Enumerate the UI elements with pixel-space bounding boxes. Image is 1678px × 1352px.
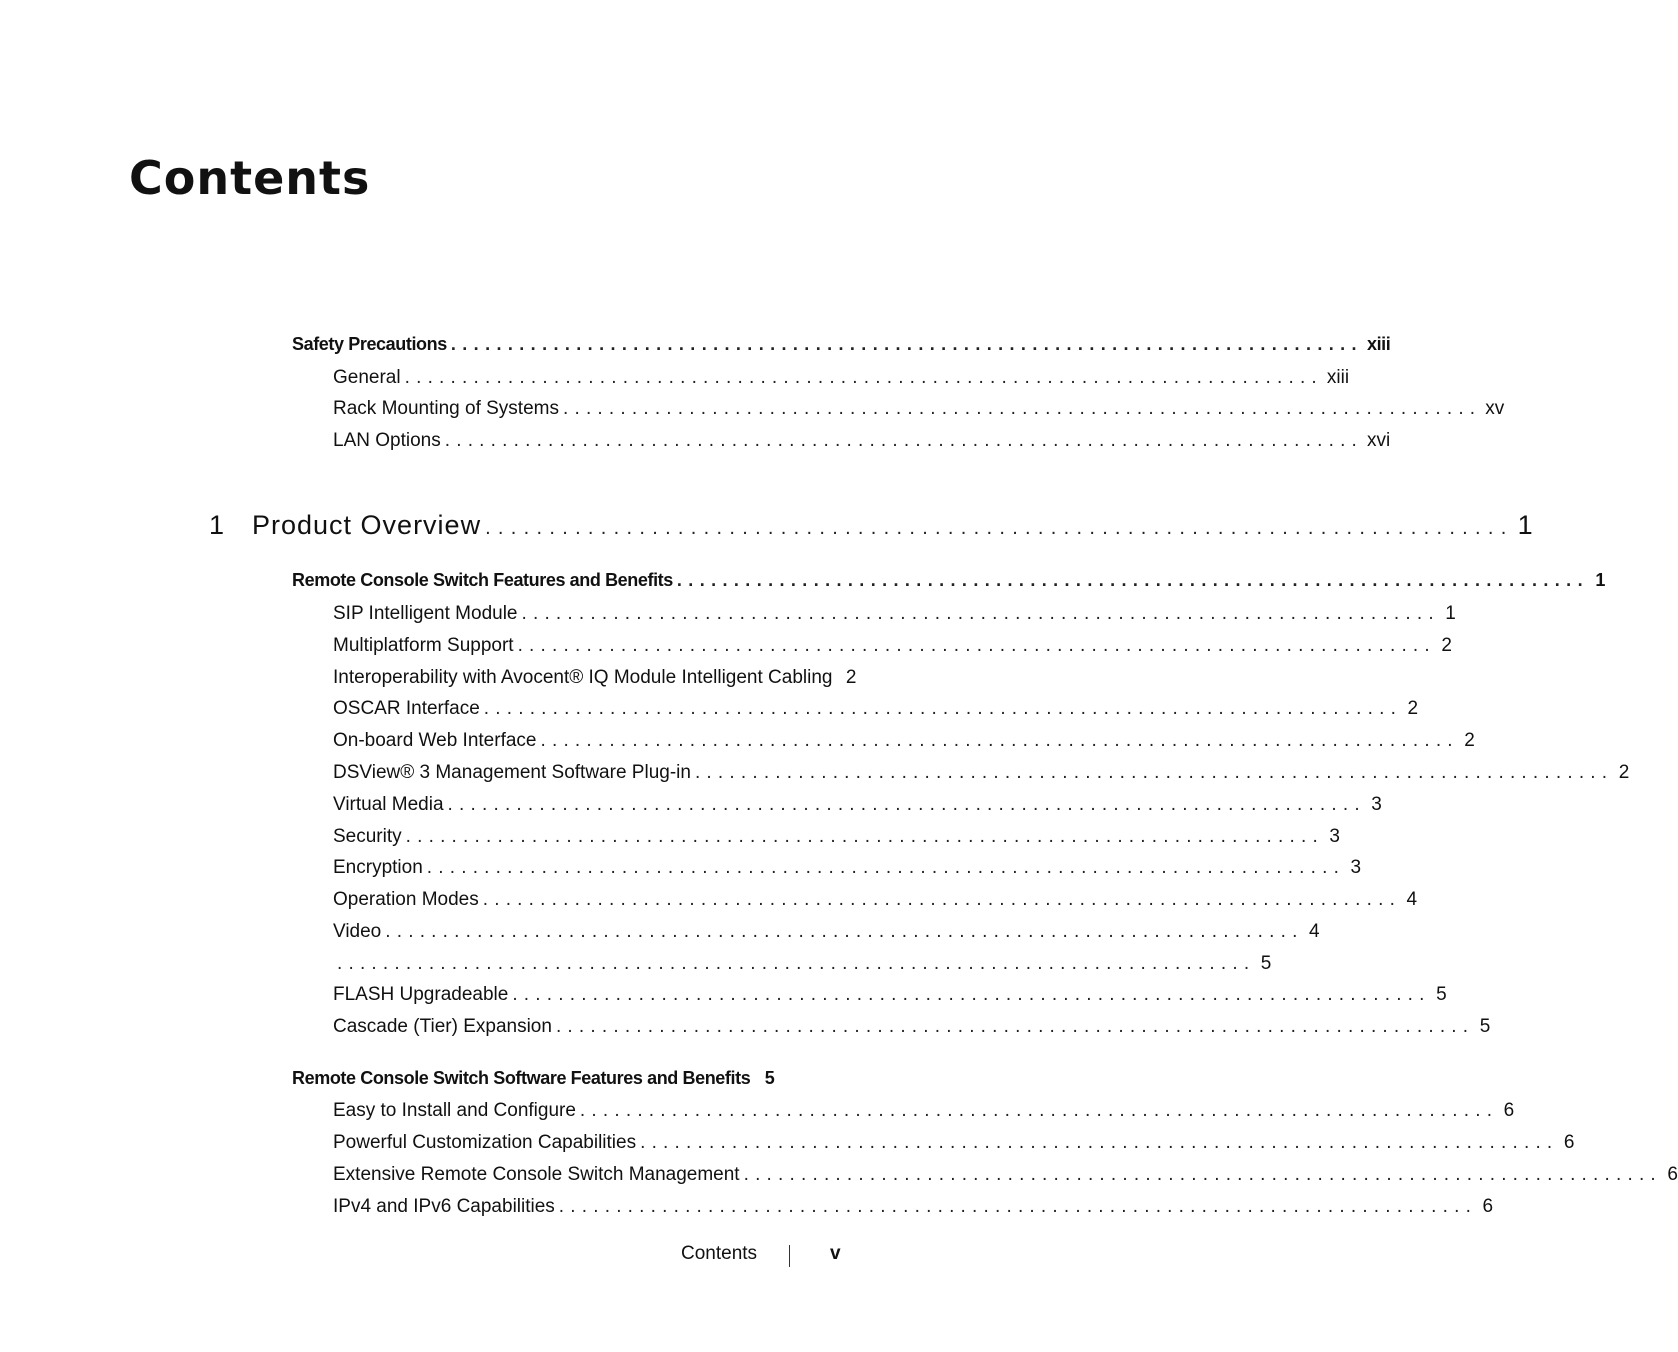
toc-leader: ................................................................................ [562, 398, 1482, 419]
toc-label: IPv4 and IPv6 Capabilities [333, 1196, 555, 1217]
toc-entry-encryption[interactable] [333, 856, 1362, 880]
toc-leader: ................................................................................ [426, 857, 1346, 878]
toc-label: LAN Options [333, 430, 441, 451]
toc-leader: ................................................................................ [450, 334, 1363, 354]
toc-page: xvi [1367, 430, 1391, 451]
toc-leader: ................................................................................ [405, 826, 1324, 847]
toc-entry-sip-module[interactable] [333, 602, 1456, 626]
toc-page: 5 [1436, 984, 1447, 1005]
toc-entry-cascade-expansion[interactable] [333, 1015, 1491, 1039]
toc-entry-ipv4-ipv6[interactable] [333, 1195, 1494, 1219]
toc-page: 6 [1503, 1100, 1515, 1121]
toc-entry-rack-mounting[interactable] [333, 397, 1505, 421]
toc-leader: ................................................................................ [521, 603, 1440, 624]
toc-entry-interoperability[interactable] [333, 666, 856, 690]
toc-entry-untitled[interactable] [333, 952, 1272, 976]
toc-page: 6 [1482, 1196, 1494, 1217]
toc-page: 1 [1445, 603, 1456, 624]
toc-leader: ................................................................................ [337, 953, 1256, 974]
toc-label: Encryption [333, 857, 423, 878]
toc-entry-video[interactable] [333, 920, 1320, 944]
toc-leader: ................................................................................ [517, 635, 1436, 656]
toc-chapter-product-overview[interactable] [209, 509, 1534, 544]
toc-leader: ................................................................................ [485, 517, 1514, 539]
toc-leader: ................................................................................ [555, 1016, 1475, 1037]
toc-page: xv [1485, 398, 1505, 419]
toc-page: 2 [1464, 730, 1475, 751]
toc-leader: ................................................................................ [558, 1196, 1478, 1217]
toc-label: Safety Precautions [292, 334, 447, 354]
toc-page: xiii [1326, 367, 1350, 388]
toc-label: On-board Web Interface [333, 730, 537, 751]
toc-leader: ................................................................................ [540, 730, 1459, 751]
toc-page: 6 [1667, 1164, 1678, 1185]
toc-label: Rack Mounting of Systems [333, 398, 559, 419]
toc-page: 5 [764, 1068, 775, 1088]
toc-section-rcs-features[interactable] [292, 568, 1605, 592]
toc-label: Video [333, 921, 382, 942]
toc-leader: ................................................................................ [385, 921, 1304, 942]
toc-entry-multiplatform[interactable] [333, 634, 1452, 658]
toc-leader: ................................................................................ [579, 1100, 1499, 1121]
toc-label: Cascade (Tier) Expansion [333, 1016, 552, 1037]
toc-label: Multiplatform Support [333, 635, 514, 656]
footer-divider [789, 1245, 790, 1267]
toc-entry-flash-upgradeable[interactable] [333, 983, 1447, 1007]
toc-label: SIP Intelligent Module [333, 603, 518, 624]
toc-entry-general[interactable] [333, 366, 1350, 390]
toc-page: 5 [1479, 1016, 1491, 1037]
chapter-number: 1 [209, 510, 226, 540]
toc-page: xiii [1366, 334, 1391, 354]
toc-section-rcs-software-features[interactable] [292, 1066, 774, 1090]
toc-entry-customization[interactable] [333, 1131, 1575, 1155]
toc-label: Virtual Media [333, 794, 444, 815]
toc-label: Product Overview [252, 510, 482, 540]
toc-label: Operation Modes [333, 889, 479, 910]
toc-leader: ................................................................................ [447, 794, 1366, 815]
toc-section-safety-precautions[interactable] [292, 332, 1391, 356]
toc-leader: ................................................................................ [482, 889, 1402, 910]
toc-label: Powerful Customization Capabilities [333, 1132, 637, 1153]
toc-leader: ................................................................................ [676, 570, 1589, 590]
toc-page: 5 [1260, 953, 1272, 974]
toc-page: 2 [1618, 762, 1630, 783]
toc-entry-virtual-media[interactable] [333, 793, 1382, 817]
toc-entry-oscar[interactable] [333, 697, 1419, 721]
toc-leader: ................................................................................ [483, 698, 1403, 719]
toc-entry-dsview[interactable] [333, 761, 1630, 785]
toc-entry-easy-install[interactable] [333, 1099, 1515, 1123]
toc-leader: ................................................................................ [743, 1164, 1662, 1185]
toc-leader: ................................................................................ [512, 984, 1431, 1005]
toc-label: Remote Console Switch Software Features and Benefits [292, 1068, 751, 1088]
toc-page: 6 [1563, 1132, 1575, 1153]
page-title: Contents [129, 151, 371, 205]
toc-label: Remote Console Switch Features and Benefits [292, 570, 673, 590]
toc-page: 4 [1406, 889, 1418, 910]
footer-label: Contents [681, 1243, 758, 1264]
toc-entry-remote-management[interactable] [333, 1163, 1678, 1187]
toc-page: 3 [1371, 794, 1382, 815]
toc-label: FLASH Upgradeable [333, 984, 509, 1005]
page-footer [0, 1243, 954, 1269]
toc-page: 2 [1407, 698, 1419, 719]
toc-label: OSCAR Interface [333, 698, 480, 719]
toc-entry-web-interface[interactable] [333, 729, 1475, 753]
toc-label: Easy to Install and Configure [333, 1100, 576, 1121]
toc-page: 2 [845, 667, 857, 688]
toc-leader: ................................................................................ [694, 762, 1614, 783]
toc-leader: ................................................................................ [640, 1132, 1559, 1153]
toc-page: 3 [1350, 857, 1362, 878]
toc-leader: ................................................................................ [404, 367, 1323, 388]
toc-entry-security[interactable] [333, 825, 1340, 849]
toc-page: 2 [1441, 635, 1452, 656]
toc-label: DSView® 3 Management Software Plug-in [333, 762, 691, 783]
toc-page: 1 [1595, 570, 1605, 590]
toc-entry-lan-options[interactable] [333, 429, 1391, 453]
toc-page: 3 [1329, 826, 1340, 847]
page-number: v [830, 1243, 841, 1264]
toc-label: Interoperability with Avocent® IQ Module Intelligent Cabling [333, 667, 833, 688]
toc-entry-operation-modes[interactable] [333, 888, 1418, 912]
toc-label: Security [333, 826, 402, 847]
toc-label: Extensive Remote Console Switch Management [333, 1164, 740, 1185]
toc-leader: ................................................................................ [444, 430, 1364, 451]
toc-page: 1 [1517, 510, 1534, 540]
toc-label: General [333, 367, 401, 388]
toc-page: 4 [1309, 921, 1320, 942]
